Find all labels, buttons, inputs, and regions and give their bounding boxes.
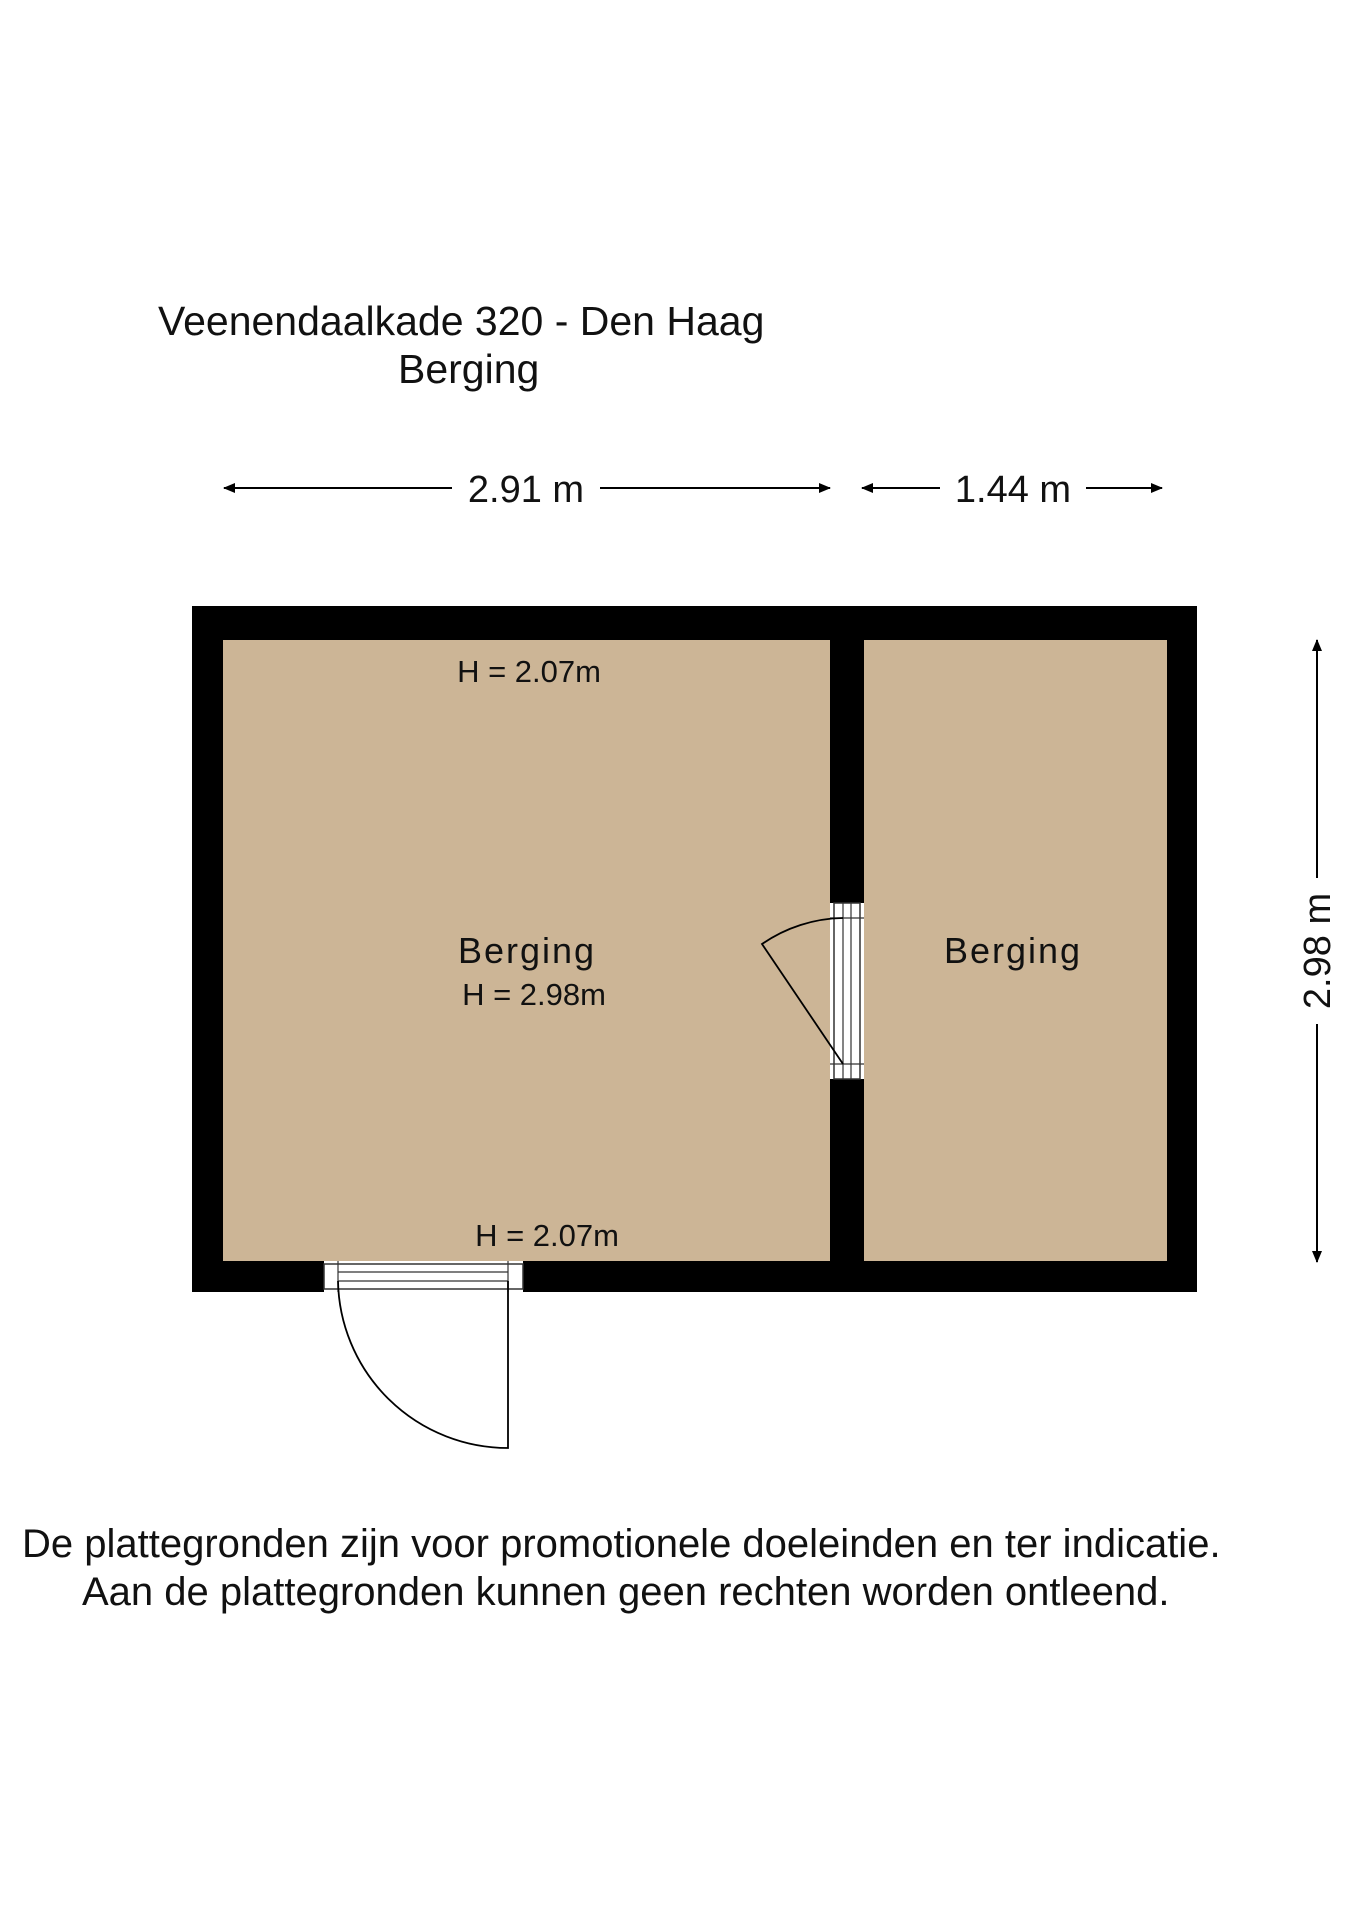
room-left-name: Berging: [457, 930, 597, 971]
dimension-width-left: [224, 469, 830, 511]
room-left-height-center: H = 2.98m: [462, 977, 606, 1012]
address-title: Veenendaalkade 320 - Den Haag: [158, 298, 765, 344]
entrance-door[interactable]: [324, 1261, 523, 1448]
room-left-height-top: H = 2.07m: [457, 654, 601, 689]
room-right-name: Berging: [943, 930, 1083, 971]
dimension-height-label: 2.98 m: [1297, 892, 1339, 1010]
dimension-width-right-label: 1.44 m: [954, 469, 1072, 511]
room-left-height-bottom: H = 2.07m: [475, 1218, 619, 1253]
disclaimer-line-1: De plattegronden zijn voor promotionele doeleinden en ter indicatie.: [22, 1522, 1221, 1566]
dimension-width-right: [862, 469, 1162, 511]
disclaimer-line-2: Aan de plattegronden kunnen geen rechten worden ontleend.: [82, 1570, 1170, 1614]
dimension-height: [1297, 640, 1339, 1262]
dimension-width-left-label: 2.91 m: [467, 469, 585, 511]
subtitle: Berging: [398, 346, 540, 392]
